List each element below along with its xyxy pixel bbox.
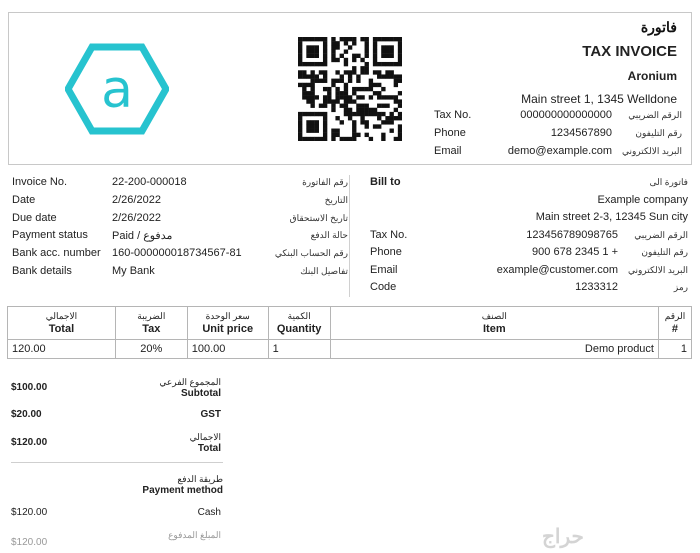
label: Bank details bbox=[12, 264, 72, 277]
summary-divider bbox=[11, 462, 223, 463]
col-number-arabic: الرقم bbox=[664, 311, 686, 321]
col-quantity-arabic: الكمية bbox=[287, 311, 311, 321]
label: Email bbox=[434, 145, 462, 157]
col-tax-label: Tax bbox=[142, 323, 161, 335]
invoice-header bbox=[8, 12, 692, 165]
label: Email bbox=[370, 263, 398, 276]
col-quantity-label: Quantity bbox=[276, 323, 322, 335]
info-row-due-date bbox=[12, 211, 358, 229]
total-amount: $120.00 bbox=[11, 437, 48, 448]
cell-total: 120.00 bbox=[8, 340, 116, 359]
logo-letter: a bbox=[101, 60, 133, 120]
info-row-bank-details bbox=[12, 264, 358, 282]
value: 160-000000018734567-81 bbox=[112, 247, 242, 260]
seller-details bbox=[434, 109, 682, 163]
label: Code bbox=[370, 281, 397, 293]
col-unit-price-arabic: سعر الوحدة bbox=[205, 311, 250, 321]
col-total-arabic: الاجمالي bbox=[45, 311, 78, 321]
value: 123456789098765 bbox=[526, 228, 618, 241]
label-arabic: رقم التليفون bbox=[635, 128, 682, 138]
invoice-info bbox=[12, 175, 358, 282]
table-header-row bbox=[8, 307, 692, 340]
payment-method-arabic: طريقة الدفع bbox=[177, 474, 223, 484]
gst-label bbox=[200, 409, 221, 421]
cell-number: 1 bbox=[658, 340, 691, 359]
label-arabic: تفاصيل البنك bbox=[300, 265, 348, 276]
gst-label-en: GST bbox=[200, 409, 221, 420]
value: 1234567890 bbox=[550, 127, 612, 139]
customer-company: Example company bbox=[597, 193, 688, 206]
value: 1233312 bbox=[575, 281, 618, 293]
col-item-arabic: الصنف bbox=[481, 311, 507, 321]
customer-address: Main street 2-3, 12345 Sun city bbox=[535, 211, 688, 223]
value: demo@example.com bbox=[507, 145, 612, 157]
total-label bbox=[190, 431, 221, 455]
bill-tax-row bbox=[370, 228, 688, 246]
info-row-invoice-no bbox=[12, 175, 358, 193]
invoice-title: TAX INVOICE bbox=[582, 43, 677, 60]
info-row-date bbox=[12, 193, 358, 211]
value: My Bank bbox=[112, 264, 155, 277]
subtotal-label-en: Subtotal bbox=[181, 388, 221, 399]
label: Invoice No. bbox=[12, 176, 68, 188]
paid-amount: $120.00 bbox=[11, 537, 48, 548]
label: Phone bbox=[370, 246, 402, 258]
paid-label-arabic: المبلغ المدفوع bbox=[168, 530, 221, 540]
col-tax-arabic: الضريبة bbox=[137, 311, 166, 321]
label: Due date bbox=[12, 211, 57, 224]
cell-quantity: 1 bbox=[268, 340, 330, 359]
col-number bbox=[658, 307, 691, 340]
col-total bbox=[8, 307, 116, 340]
seller-email-row bbox=[434, 145, 682, 163]
col-quantity bbox=[268, 307, 330, 340]
items-table bbox=[7, 306, 692, 359]
col-number-label: # bbox=[671, 323, 679, 335]
bill-phone-row bbox=[370, 245, 688, 263]
bill-code-row bbox=[370, 280, 688, 298]
col-item bbox=[330, 307, 658, 340]
bill-email-row bbox=[370, 263, 688, 281]
value: 900 678 2345 1 + bbox=[532, 246, 618, 258]
bill-company-row bbox=[370, 193, 688, 211]
seller-address: Main street 1, 1345 Welldone bbox=[521, 92, 677, 106]
col-item-label: Item bbox=[482, 323, 506, 335]
payment-method bbox=[11, 473, 223, 497]
label-arabic: رمز bbox=[673, 282, 688, 292]
cash-amount: $120.00 bbox=[11, 507, 48, 518]
subtotal-label bbox=[159, 376, 221, 400]
bill-to-heading-arabic: فاتورة الى bbox=[649, 177, 688, 187]
bill-heading-row bbox=[370, 175, 688, 193]
vertical-divider bbox=[349, 175, 350, 297]
label-arabic: حالة الدفع bbox=[310, 230, 348, 241]
seller-company: Aronium bbox=[627, 69, 677, 83]
title-arabic: فاتورة bbox=[640, 19, 677, 35]
seller-phone-row bbox=[434, 127, 682, 145]
cell-item: Demo product bbox=[330, 340, 658, 359]
qr-code bbox=[298, 37, 402, 141]
value: 2/26/2022 bbox=[112, 193, 161, 206]
watermark: حراج bbox=[542, 526, 584, 548]
col-unit-price bbox=[187, 307, 268, 340]
label-arabic: البريد الالكتروني bbox=[621, 146, 682, 156]
label: Phone bbox=[434, 127, 466, 139]
label-arabic: رقم التليفون bbox=[641, 247, 688, 257]
label-arabic: التاريخ bbox=[324, 194, 348, 205]
subtotal-amount: $100.00 bbox=[11, 382, 48, 393]
value: 000000000000000 bbox=[520, 109, 612, 121]
col-total-label: Total bbox=[48, 323, 75, 335]
label: Payment status bbox=[12, 229, 88, 242]
bill-to bbox=[370, 175, 688, 298]
cash-row bbox=[11, 507, 223, 521]
cell-unit-price: 100.00 bbox=[187, 340, 268, 359]
value: example@customer.com bbox=[496, 263, 618, 276]
cell-tax: 20% bbox=[115, 340, 187, 359]
info-row-payment-status bbox=[12, 228, 358, 246]
info-row-bank-account bbox=[12, 246, 358, 264]
value: Paid / مدفوع bbox=[112, 230, 173, 243]
value: 2/26/2022 bbox=[112, 211, 161, 224]
label-arabic: الرقم الضريبي bbox=[628, 110, 682, 120]
label: Tax No. bbox=[434, 109, 472, 121]
label: Bank acc. number bbox=[12, 247, 101, 260]
label-arabic: رقم الحساب البنكي bbox=[274, 248, 348, 259]
label: Date bbox=[12, 193, 36, 206]
total-label-arabic: الاجمالي bbox=[189, 432, 221, 442]
aronium-logo bbox=[65, 43, 169, 135]
gst-amount: $20.00 bbox=[11, 409, 42, 420]
label-arabic: تاريخ الاستحقاق bbox=[289, 212, 348, 223]
label-arabic: الرقم الضريبي bbox=[634, 229, 688, 240]
subtotal-label-arabic: المجموع الفرعي bbox=[159, 377, 221, 387]
table-row bbox=[8, 340, 692, 359]
seller-tax-row bbox=[434, 109, 682, 127]
label: Tax No. bbox=[370, 228, 408, 241]
cash-label: Cash bbox=[197, 507, 221, 518]
total-label-en: Total bbox=[197, 443, 221, 454]
col-tax bbox=[115, 307, 187, 340]
label-arabic: رقم الفاتورة bbox=[302, 177, 348, 187]
payment-method-label: Payment method bbox=[142, 485, 223, 496]
value: 22-200-000018 bbox=[112, 176, 187, 188]
label-arabic: البريد الالكتروني bbox=[627, 264, 688, 275]
col-unit-price-label: Unit price bbox=[202, 323, 254, 335]
bill-address-row bbox=[370, 210, 688, 228]
bill-to-heading: Bill to bbox=[370, 176, 401, 188]
